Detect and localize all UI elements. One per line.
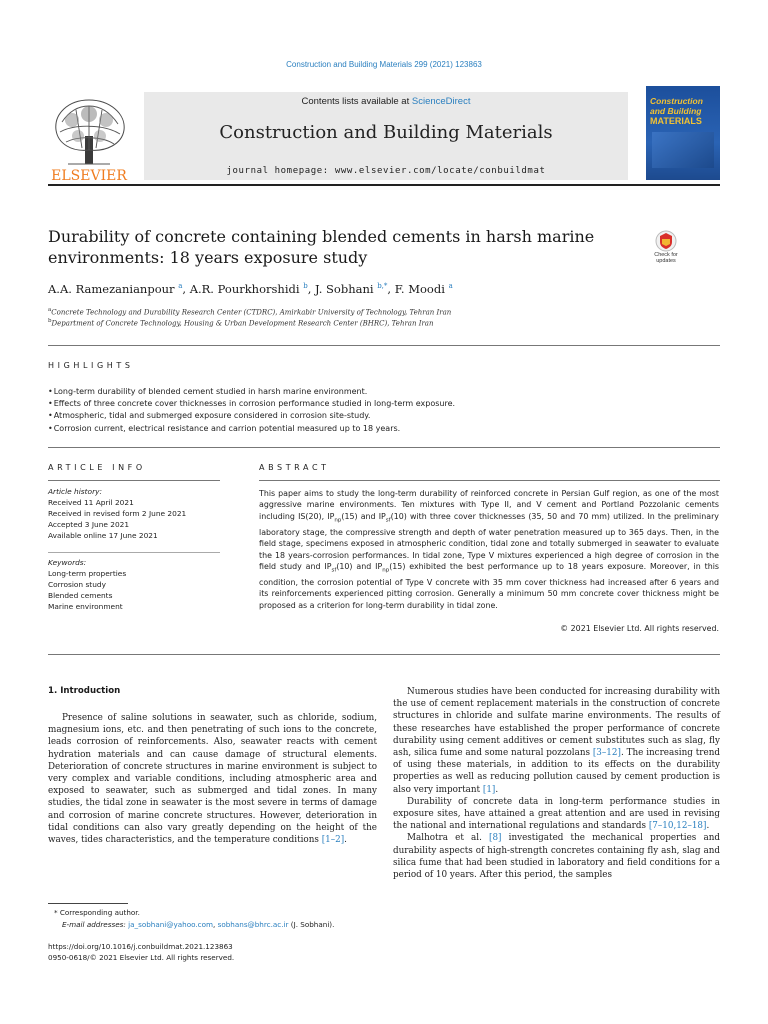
contents-line [144,96,628,107]
highlight-item: • Long-term durability of blended cement studied in harsh marine environment. [48,386,728,398]
email-link[interactable]: ja_sobhani@yahoo.com [128,920,214,929]
affiliation-link[interactable]: a [448,282,453,291]
cover-artwork [652,132,714,168]
keywords-label: Keywords: [48,558,87,567]
journal-citation-link[interactable]: Construction and Building Materials 299 (2021) 123863 [286,60,482,69]
email-addresses: E-mail addresses: ja_sobhani@yahoo.com, sobhans@bhrc.ac.ir (J. Sobhani). [62,920,335,929]
history-entry: Accepted 3 June 2021 [48,520,130,529]
header-rule [48,184,720,186]
paragraph: Malhotra et al. [8] investigated the mechanical properties and durability aspects of high-strength concretes containing fly ash, slag and silica fume that had been studied in laboratory and field conditions for a period of 10 years. After this period, the samples [393,833,720,881]
paragraph: Numerous studies have been conducted for increasing durability with the use of cement replacement materials in the construction of concrete structures in chloride and sulfate marine environments. The results of these researches have established the proper performance of concrete durability using cement additives or cement substitutes such as slag, fly ash, silica fume and some natural pozzolans [3–12]. The increasing trend of using these materials, in addition to its effects on the durability properties as well as reducing pollution caused by cement production is also very important [1]. [393,687,720,795]
citation-link[interactable]: [8] [489,833,502,844]
section-heading-introduction: 1. Introduction [48,686,121,696]
intro-left-column [48,712,377,846]
divider [259,480,720,481]
issn-line: 0950-0618/© 2021 Elsevier Ltd. All rights reserved. [48,953,235,962]
abstract-copyright: © 2021 Elsevier Ltd. All rights reserved. [560,624,719,633]
divider [48,480,220,481]
citation-link[interactable]: [1–2] [321,835,345,846]
keyword: Marine environment [48,602,123,611]
journal-cover-image[interactable] [646,86,720,180]
highlight-item: • Corrosion current, electrical resistance and carrion potential measured up to 18 years. [48,423,728,435]
keywords-block [48,557,220,612]
check-for-updates-icon [648,230,684,254]
keyword: Corrosion study [48,580,106,589]
author-name: A.R. Pourkhorshidi [189,282,300,296]
footnote-rule [48,903,128,904]
affiliation-link[interactable]: b [303,282,308,291]
abstract-text: This paper aims to study the long-term durability of reinforced concrete in Persian Gulf region, as one of the most aggressive marine environments. Ten mixtures with Type II, and V cement and Portland Pozzolanic cements including IS(20), $IP_{np}(15)$ and $IP_{sf}(10)$ with three cover thicknesses (35, 50 and 70 mm) utilized. In the preliminary laboratory stage, the compressive strength and depth of water penetration measured up to 365 days. Then, in the field stage, specimens exposed in atmospheric condition, tidal zone and totally submerged in seawater to evaluate the 18 years-corrosion performances. In tidal zone, Type V mixtures experienced a high degree of corrosion in the field study and $IP_{sf}(10)$ and $IP_{np}(15)$ exhibited the best performance up to 18 years exposure. Moreover, in this condition, the corrosion potential of Type V concrete with 35 mm cover thickness had increased after 6 years and its reinforcements experienced pitting corrosion. Generally a minimum 50 mm concrete cover thickness might be proposed as a criterion for long-term durability in tidal zone. [259,489,719,610]
article-history [48,486,220,541]
journal-title: Construction and Building Materials [219,122,553,143]
author-name: J. Sobhani [315,282,374,296]
contents-prefix: Contents lists available at [301,96,412,107]
citation-link[interactable]: [3–12] [592,748,621,759]
article-title: Durability of concrete containing blended cements in harsh marine environments: 18 years exposure study [48,227,595,267]
paragraph: Presence of saline solutions in seawater, such as chloride, sodium, magnesium ions, etc. and then penetrating of such ions to the concrete, leads corrosion of reinforcements. Also, seawater reacts with cement hydration materials and can cause damage of structural elements. Deterioration of concrete structures in marine environment is subject to very complex and variable conditions, including atmospheric area and exposed to seawater, such as submerged and tidal zones. In many studies, the tidal zone in seawater is the most severe in terms of damage and corrosion of marine concrete structures. However, deterioration in tidal conditions can also vary greatly depending on the height of the waves, tides characteristics, and the temperature conditions [1–2]. [48,713,377,846]
abstract-heading: ABSTRACT [259,463,330,472]
affiliation-link[interactable]: b,* [377,282,388,291]
divider [48,654,720,655]
history-entry: Available online 17 June 2021 [48,531,158,540]
email-link[interactable]: sobhans@bhrc.ac.ir [217,920,289,929]
affiliation-a: $^a$Concrete Technology and Durability Research Center (CTDRC), Amirkabir University of Technology, Tehran Iran [48,307,452,317]
highlights-heading: HIGHLIGHTS [48,361,134,370]
doi-link[interactable]: https://doi.org/10.1016/j.conbuildmat.2021.123863 [48,942,233,951]
highlights-list [48,386,728,435]
elsevier-tree-icon [48,92,130,184]
sciencedirect-link[interactable]: ScienceDirect [411,96,471,107]
history-entry: Received in revised form 2 June 2021 [48,509,187,518]
intro-right-column [393,686,720,881]
divider [48,447,720,448]
author-list: A.A. Ramezanianpour $^a$, A.R. Pourkhorshidi $^b$, J. Sobhani $^{b,*}$, F. Moodi $^a$ [48,282,453,296]
corresponding-author-note: * Corresponding author. [54,908,140,917]
check-for-updates-label: Check for updates [654,252,678,264]
article-history-label: Article history: [48,487,102,496]
elsevier-logo [48,92,130,184]
paragraph: Durability of concrete data in long-term performance studies in exposure sites, have attained a great attention and are used in revising the national and international regulations and standards [7–10,12–18]. [393,796,720,832]
cover-title: Construction and Building MATERIALS [650,96,703,126]
divider [48,345,720,346]
journal-header-band [144,92,628,180]
elsevier-wordmark: ELSEVIER [51,168,127,184]
history-entry: Received 11 April 2021 [48,498,134,507]
highlight-item: • Atmospheric, tidal and submerged exposure considered in corrosion site-study. [48,410,728,422]
affiliation-b: $^b$Department of Concrete Technology, Housing & Urban Development Research Center (BHRC), Tehran Iran [48,318,434,328]
journal-homepage[interactable]: journal homepage: www.elsevier.com/locate/conbuildmat [226,166,546,176]
author-name: F. Moodi [394,282,445,296]
highlight-item: • Effects of three concrete cover thicknesses in corrosion performance studied in long-term exposure. [48,398,728,410]
keyword: Blended cements [48,591,113,600]
affiliation-link[interactable]: a [178,282,183,291]
article-info-heading: ARTICLE INFO [48,463,146,472]
keyword: Long-term properties [48,569,127,578]
citation-link[interactable]: [7–10,12–18] [648,821,707,832]
author-name: A.A. Ramezanianpour [48,282,175,296]
divider [48,552,220,553]
citation-link[interactable]: [1] [482,784,496,795]
